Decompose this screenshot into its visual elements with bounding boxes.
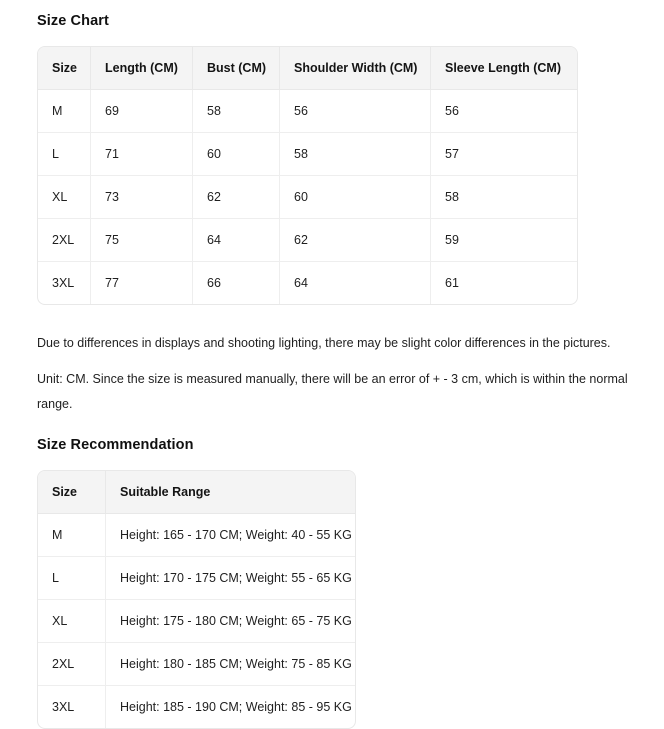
size-chart-table — [37, 46, 578, 305]
cell-size: M — [38, 90, 91, 133]
cell-shoulder-width: 56 — [280, 90, 431, 133]
size-chart-table-body — [38, 90, 577, 304]
column-header-size: Size — [38, 471, 106, 514]
table-header-row — [38, 471, 355, 514]
column-header-shoulder-width: Shoulder Width (CM) — [280, 47, 431, 90]
cell-bust: 64 — [193, 219, 280, 262]
cell-shoulder-width: 62 — [280, 219, 431, 262]
cell-length: 69 — [91, 90, 193, 133]
cell-size: 2XL — [38, 219, 91, 262]
cell-suitable-range: Height: 165 - 170 CM; Weight: 40 - 55 KG — [106, 514, 355, 557]
cell-size: 3XL — [38, 262, 91, 304]
cell-sleeve-length: 59 — [431, 219, 577, 262]
cell-length: 75 — [91, 219, 193, 262]
table-row — [38, 133, 577, 176]
note-measurement-error: Unit: CM. Since the size is measured manually, there will be an error of + - 3 cm, which is within the normal range. — [37, 372, 628, 411]
cell-shoulder-width: 64 — [280, 262, 431, 304]
cell-bust: 66 — [193, 262, 280, 304]
cell-bust: 60 — [193, 133, 280, 176]
cell-size: XL — [38, 176, 91, 219]
table-row — [38, 600, 355, 643]
cell-shoulder-width: 58 — [280, 133, 431, 176]
table-row — [38, 176, 577, 219]
cell-suitable-range: Height: 170 - 175 CM; Weight: 55 - 65 KG — [106, 557, 355, 600]
table-row — [38, 557, 355, 600]
size-chart-table-head — [38, 47, 577, 90]
cell-sleeve-length: 56 — [431, 90, 577, 133]
cell-bust: 58 — [193, 90, 280, 133]
cell-size: L — [38, 133, 91, 176]
table-row — [38, 219, 577, 262]
table-header-row — [38, 47, 577, 90]
cell-suitable-range: Height: 175 - 180 CM; Weight: 65 - 75 KG — [106, 600, 355, 643]
table-row — [38, 262, 577, 304]
cell-size: 3XL — [38, 686, 106, 728]
size-chart-heading: Size Chart — [37, 13, 109, 29]
column-header-size: Size — [38, 47, 91, 90]
column-header-sleeve-length: Sleeve Length (CM) — [431, 47, 577, 90]
size-notes — [37, 331, 628, 416]
size-recommendation-table — [37, 470, 356, 729]
column-header-bust: Bust (CM) — [193, 47, 280, 90]
cell-shoulder-width: 60 — [280, 176, 431, 219]
cell-suitable-range: Height: 180 - 185 CM; Weight: 75 - 85 KG — [106, 643, 355, 686]
cell-length: 73 — [91, 176, 193, 219]
cell-suitable-range: Height: 185 - 190 CM; Weight: 85 - 95 KG — [120, 699, 352, 714]
table-row — [38, 90, 577, 133]
table-row — [38, 643, 355, 686]
cell-size: XL — [38, 600, 106, 643]
section-spacer — [37, 416, 628, 436]
column-header-length: Length (CM) — [91, 47, 193, 90]
cell-size: M — [38, 514, 106, 557]
cell-length: 71 — [91, 133, 193, 176]
table-row — [38, 686, 355, 728]
table-row — [38, 514, 355, 557]
column-header-suitable-range: Suitable Range — [106, 471, 355, 514]
cell-length: 77 — [91, 262, 193, 304]
cell-sleeve-length: 58 — [431, 176, 577, 219]
cell-size: 2XL — [38, 643, 106, 686]
cell-bust: 62 — [193, 176, 280, 219]
size-recommendation-table-head — [38, 471, 355, 514]
size-recommendation-table-body — [38, 514, 355, 728]
cell-sleeve-length: 57 — [431, 133, 577, 176]
cell-size: L — [38, 557, 106, 600]
size-recommendation-heading: Size Recommendation — [37, 436, 194, 453]
note-color-difference: Due to differences in displays and shooting lighting, there may be slight color differences in the pictures. — [37, 335, 611, 350]
cell-sleeve-length: 61 — [445, 275, 459, 290]
